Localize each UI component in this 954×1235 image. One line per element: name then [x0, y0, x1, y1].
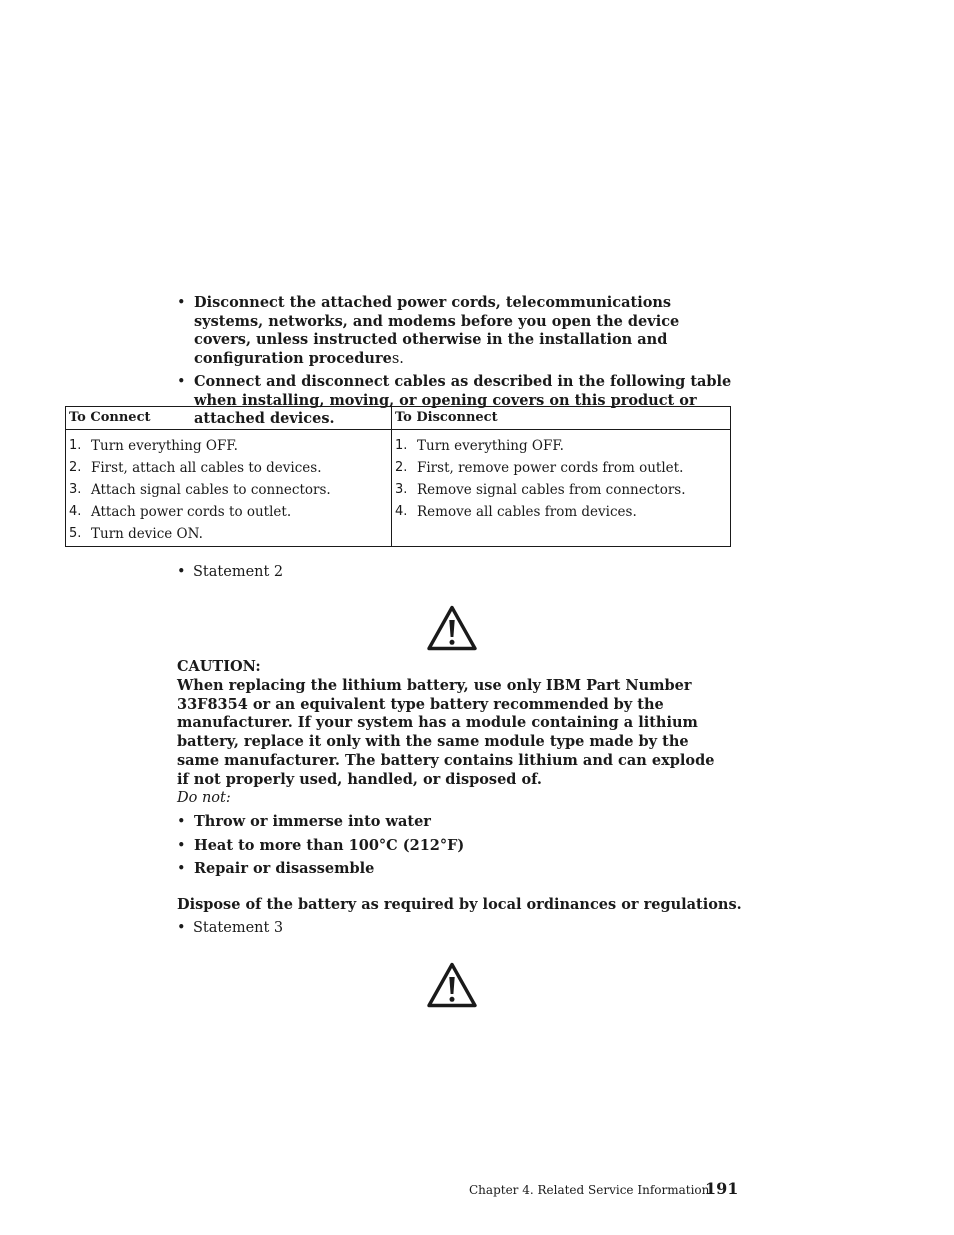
to-connect-header: To Connect	[66, 407, 391, 430]
do-not-item-text: Repair or disassemble	[194, 860, 375, 877]
step-text: Turn device ON.	[91, 526, 203, 542]
step-text: First, remove power cords from outlet.	[417, 460, 684, 476]
do-not-item-text: Throw or immerse into water	[194, 813, 431, 830]
bullet-text: Connect and disconnect cables as described in the following table when installing, moving, or opening covers on this product or attached devices.	[194, 373, 732, 427]
do-not-item-text: Heat to more than 100°C (212°F)	[194, 836, 465, 854]
bullet-dot: •	[177, 295, 186, 311]
to-connect-column	[66, 407, 392, 546]
step-number: 2.	[395, 460, 408, 475]
do-not-label: Do not:	[177, 790, 231, 806]
step-text: Turn everything OFF.	[417, 438, 564, 454]
do-not-item	[177, 813, 677, 831]
step-number: 2.	[69, 460, 82, 475]
bullet-dot: •	[177, 814, 186, 830]
to-disconnect-steps	[392, 430, 730, 523]
bullet-dot: •	[177, 920, 186, 936]
connect-step	[69, 501, 391, 523]
step-number: 5.	[69, 526, 82, 541]
to-disconnect-column	[392, 407, 730, 546]
bullet-disconnect-cords	[177, 294, 737, 368]
disconnect-step	[395, 479, 730, 501]
statement-3-label: Statement 3	[193, 920, 284, 936]
bullet-text: Disconnect the attached power cords, telecommunications systems, networks, and modems before you open the device covers, unless instructed otherwise in the installation and configuration procedure	[194, 294, 680, 367]
step-number: 3.	[69, 482, 82, 497]
bullet-tail: s.	[391, 350, 404, 367]
bullet-dot: •	[177, 837, 186, 854]
disconnect-step	[395, 435, 730, 457]
dispose-instruction: Dispose of the battery as required by local ordinances or regulations.	[177, 896, 742, 913]
footer-chapter-title: Chapter 4. Related Service Information	[469, 1183, 710, 1197]
step-number: 3.	[395, 482, 408, 497]
page-number: 191	[705, 1179, 739, 1198]
step-text: Turn everything OFF.	[91, 438, 238, 454]
bullet-dot: •	[177, 564, 186, 580]
statement-2	[177, 564, 283, 580]
connect-step	[69, 457, 391, 479]
step-text: First, attach all cables to devices.	[91, 460, 322, 476]
to-disconnect-header: To Disconnect	[392, 407, 730, 430]
warning-triangle-icon	[427, 962, 477, 1008]
connect-disconnect-table	[65, 406, 731, 547]
step-number: 4.	[395, 504, 408, 519]
statement-2-label: Statement 2	[193, 564, 284, 580]
step-number: 1.	[395, 438, 408, 453]
step-number: 1.	[69, 438, 82, 453]
statement-3	[177, 920, 283, 936]
disconnect-step	[395, 457, 730, 479]
step-text: Attach signal cables to connectors.	[91, 482, 331, 498]
to-connect-steps	[66, 430, 391, 545]
connect-step	[69, 523, 391, 545]
do-not-list	[177, 813, 677, 884]
warning-triangle-icon	[427, 605, 477, 651]
disconnect-step	[395, 501, 730, 523]
connect-step	[69, 479, 391, 501]
caution-text: When replacing the lithium battery, use only IBM Part Number 33F8354 or an equivalent type battery recommended by the manufacturer. If your system has a module containing a lithium battery, replace it only with the same module type made by the same manufacturer. The battery contains lithium and can explode if not properly used, handled, or disposed of.	[177, 677, 715, 788]
step-text: Remove all cables from devices.	[417, 504, 637, 520]
step-text: Attach power cords to outlet.	[91, 504, 292, 520]
bullet-dot: •	[177, 861, 186, 877]
do-not-item	[177, 860, 677, 878]
step-text: Remove signal cables from connectors.	[417, 482, 686, 498]
step-number: 4.	[69, 504, 82, 519]
caution-heading: CAUTION:	[177, 658, 261, 675]
do-not-item	[177, 837, 677, 855]
bullet-dot: •	[177, 374, 186, 390]
connect-step	[69, 435, 391, 457]
